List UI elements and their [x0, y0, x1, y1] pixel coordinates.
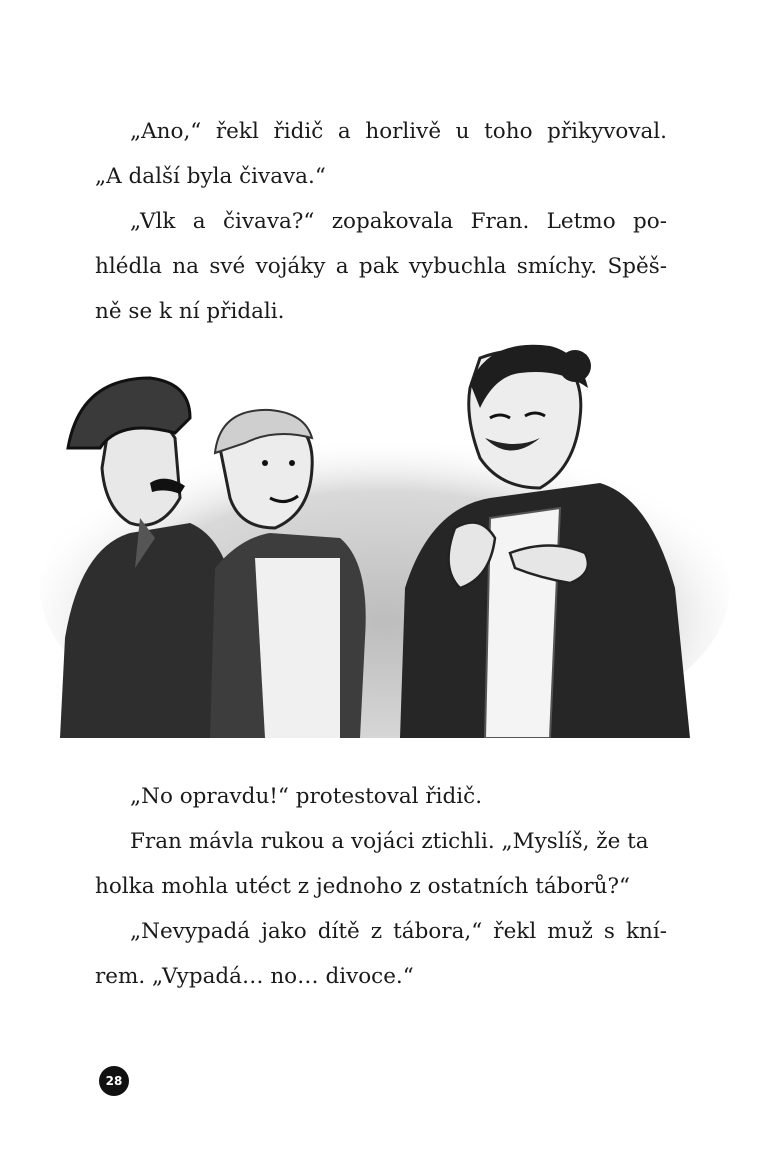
- text-line: „No opravdu!“ protestoval řidič.: [130, 784, 483, 809]
- text-line: „Nevypadá jako dítě z tábora,“ řekl muž s kní-: [130, 919, 667, 944]
- fran-figure: [400, 345, 690, 738]
- text-line: holka mohla utéct z jednoho z ostatních táborů?“: [95, 874, 631, 899]
- text-line: „Vlk a čivava?“ zopakovala Fran. Letmo po-: [130, 209, 667, 234]
- text-line: Fran mávla rukou a vojáci ztichli. „Myslíš, že ta: [130, 829, 649, 854]
- page-number: 28: [99, 1066, 129, 1096]
- text-line: hlédla na své vojáky a pak vybuchla smíchy. Spěš-: [95, 254, 667, 279]
- text-line: rem. „Vypadá… no… divoce.“: [95, 964, 414, 989]
- text-line: ně se k ní přidali.: [95, 299, 285, 324]
- text-line: „A další byla čivava.“: [95, 164, 326, 189]
- paragraphs-bottom: [95, 774, 667, 999]
- text-line: „Ano,“ řekl řidič a horlivě u toho přikyvoval.: [130, 119, 667, 144]
- illustration: [40, 338, 730, 738]
- paragraphs-top: [95, 109, 667, 334]
